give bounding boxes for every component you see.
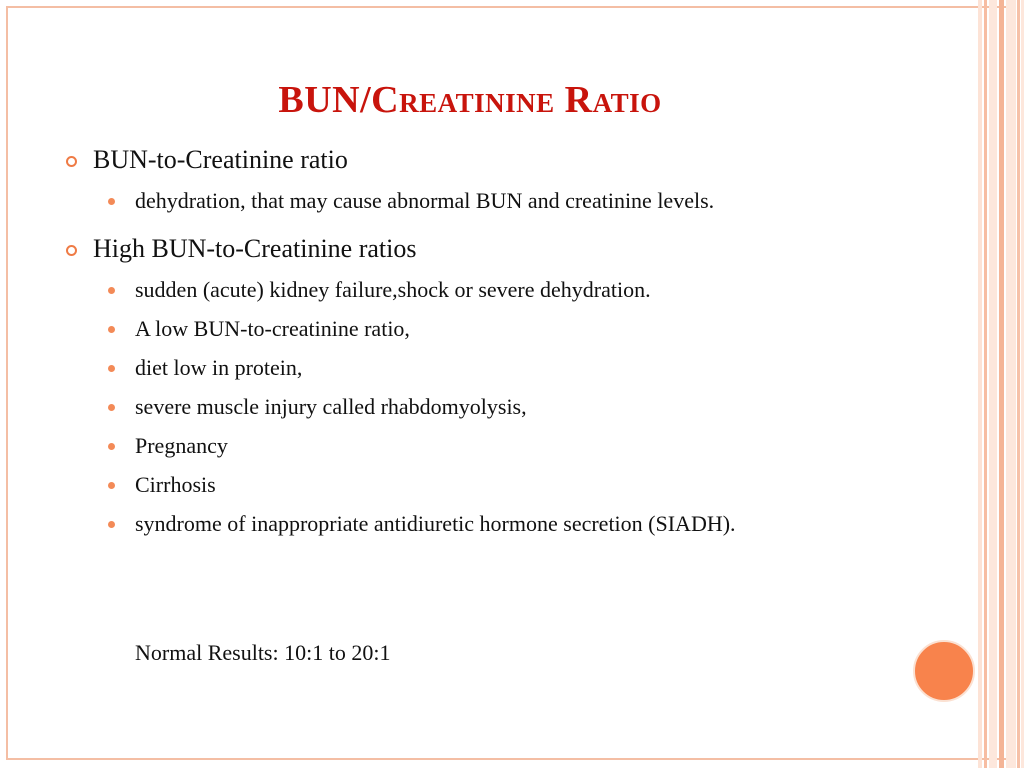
- bullet-level2: [62, 352, 922, 384]
- dot-bullet-icon: [108, 198, 115, 205]
- bullet-text: A low BUN-to-creatinine ratio,: [135, 316, 410, 341]
- bullet-level1: [62, 143, 922, 177]
- bullet-level2: [62, 508, 922, 540]
- ring-bullet-icon: [66, 245, 77, 256]
- decorative-stripe: [999, 0, 1004, 768]
- decorative-stripe: [1006, 0, 1016, 768]
- bullet-text: Pregnancy: [135, 433, 228, 458]
- bullet-text: severe muscle injury called rhabdomyolysis,: [135, 394, 527, 419]
- sub-bullet-list: [62, 274, 922, 540]
- bullet-level1: [62, 232, 922, 266]
- bullet-level2: [62, 185, 922, 217]
- bullet-heading: BUN-to-Creatinine ratio: [93, 145, 348, 174]
- normal-results-note: Normal Results: 10:1 to 20:1: [135, 640, 391, 665]
- bullet-level2: [62, 274, 922, 306]
- bullet-text: dehydration, that may cause abnormal BUN and creatinine levels.: [135, 188, 715, 213]
- bullet-text: syndrome of inappropriate antidiuretic hormone secretion (SIADH).: [135, 511, 736, 536]
- decorative-stripe: [989, 0, 997, 768]
- slide-body: [62, 143, 922, 547]
- dot-bullet-icon: [108, 521, 115, 528]
- decorative-stripe: [978, 0, 982, 768]
- dot-bullet-icon: [108, 443, 115, 450]
- dot-bullet-icon: [108, 287, 115, 294]
- decorative-circle: [913, 640, 975, 702]
- bullet-text: sudden (acute) kidney failure,shock or severe dehydration.: [135, 277, 651, 302]
- dot-bullet-icon: [108, 482, 115, 489]
- dot-bullet-icon: [108, 326, 115, 333]
- sub-bullet-list: [62, 185, 922, 217]
- bullet-level2: [62, 391, 922, 423]
- bullet-text: Cirrhosis: [135, 472, 216, 497]
- slide-title: BUN/Creatinine Ratio: [278, 79, 662, 121]
- ring-bullet-icon: [66, 156, 77, 167]
- bullet-level2: [62, 469, 922, 501]
- bullet-level2: [62, 313, 922, 345]
- dot-bullet-icon: [108, 404, 115, 411]
- decorative-stripe: [1017, 0, 1020, 768]
- bullet-heading: High BUN-to-Creatinine ratios: [93, 234, 417, 263]
- dot-bullet-icon: [108, 365, 115, 372]
- bullet-level2: [62, 430, 922, 462]
- bullet-text: diet low in protein,: [135, 355, 303, 380]
- decorative-stripe: [984, 0, 987, 768]
